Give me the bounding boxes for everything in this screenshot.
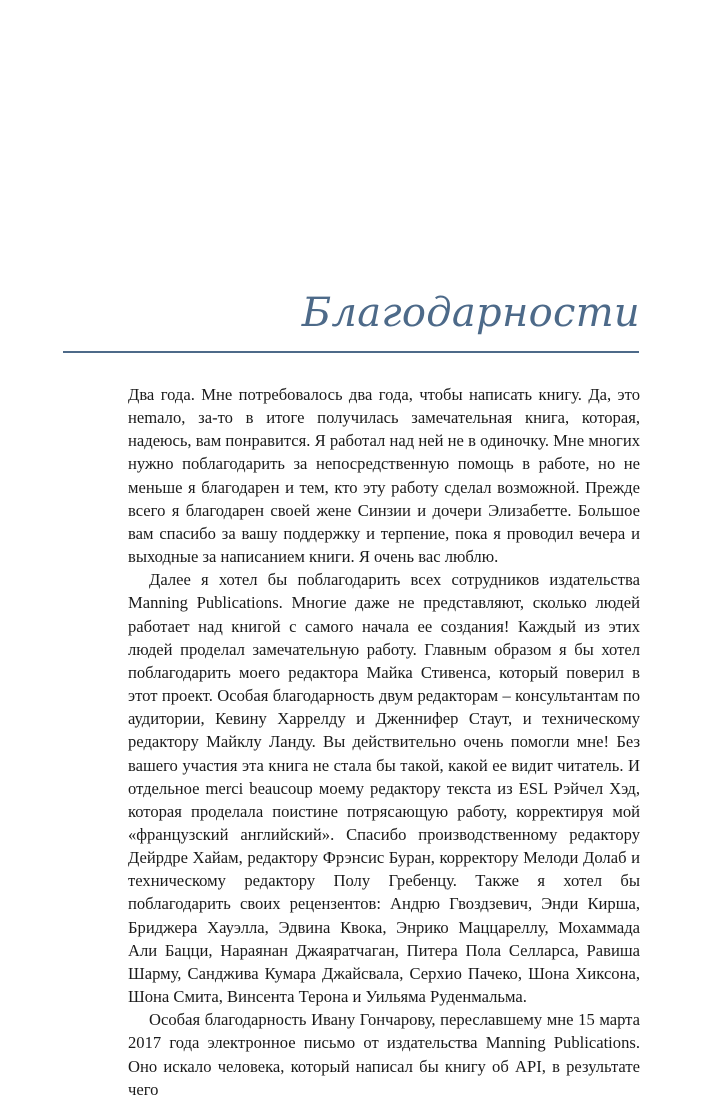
chapter-title: Благодарности <box>301 290 640 336</box>
paragraph: Два года. Мне потребовалось два года, чтобы написать книгу. Да, это неmало, за-то в итоге получилась замечательная книга, которая, надеюсь, вам понравится. Я работал над ней не в одиночку. Мне многих нужно поблагодарить за непосредственную помощь в работе, но не меньше я благодарен и тем, кто эту работу сделал возможной. Прежде всего я благодарен своей жене Синзии и дочери Элизабетте. Большое вам спасибо за вашу поддержку и терпение, пока я проводил вечера и выходные за написанием книги. Я очень вас люблю. <box>128 385 640 567</box>
title-underline <box>63 351 639 353</box>
paragraph: Особая благодарность Ивану Гончарову, переславшему мне 15 марта 2017 года электронное письмо от издательства Manning Publications. Оно искало человека, который написал бы книгу об API, в результате чего <box>128 1010 640 1099</box>
body-text <box>128 383 640 1101</box>
paragraph: Далее я хотел бы поблагодарить всех сотрудников издательства Manning Publications. Многие даже не представляют, сколько людей работает над книгой с самого начала ее создания! Каждый из этих людей проделал замечательную работу. Главным образом я бы хотел поблагодарить моего редактора Майка Стивенса, который поверил в этот проект. Особая благодарность двум редакторам – консультантам по аудитории, Кевину Харрелду и Дженнифер Стаут, и техническому редактору Майклу Ланду. Вы действительно очень помогли мне! Без вашего участия эта книга не стала бы такой, какой ее видит читатель. И отдельное merci beaucoup моему редактору текста из ESL Рэйчел Хэд, которая проделала поистине потрясающую работу, корректируя мой «французский английский». Спасибо производственному редактору Дейрдре Хайам, редактору Фрэнсис Буран, корректору Мелоди Долаб и техническому редактору Полу Гребенцу. Также я хотел бы поблагодарить своих рецензентов: Андрю Гвоздзевич, Энди Кирша, Бриджера Хауэлла, Эдвина Квока, Энрико Маццареллу, Мохаммада Али Бацци, Нараянан Джаяратчаган, Питера Пола Селларса, Равиша Шарму, Санджива Кумара Джайсвала, Серхио Пачеко, Шона Хиксона, Шона Смита, Винсента Терона и Уильяма Руденмальма. <box>128 570 640 1007</box>
